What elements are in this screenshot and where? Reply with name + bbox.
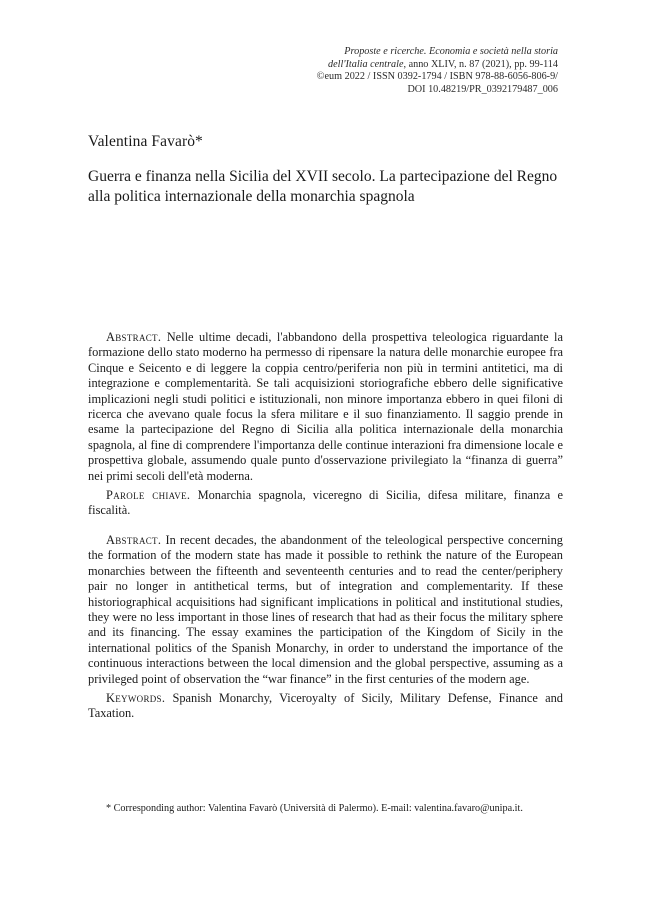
keywords-text: Spanish Monarchy, Viceroyalty of Sicily, Military Defense, Finance and Taxation. bbox=[88, 691, 563, 721]
abstract-text: In recent decades, the abandonment of the teleological perspective concerning the formation of the modern state has made it possible to rethink the nature of the European monarchies between the fifteenth and seventeenth centuries and to read the center/periphery pair no longer in antithetical terms, but of integration and complementarity. If these historiographical acquisitions had significant implications in political and institutional studies, they were no less important in those lines of research that had as their focus the military sphere and its financing. The essay examines the participation of the Kingdom of Sicily in the international politics of the Spanish Monarchy, in order to understand the importance of the continuous interactions between the local dimension and the global perspective, assuming as a privileged point of observation the “war finance” in the first centuries of the modern age. bbox=[88, 533, 563, 686]
journal-header bbox=[258, 46, 558, 96]
author-name: Valentina Favarò* bbox=[88, 133, 203, 150]
abstract-english-paragraph bbox=[88, 533, 563, 687]
abstract-italian bbox=[88, 330, 563, 519]
journal-region: dell'Italia centrale bbox=[328, 58, 404, 70]
article-title: Guerra e finanza nella Sicilia del XVII secolo. La partecipazione del Regno alla politica internazionale della monarchia spagnola bbox=[88, 168, 558, 205]
copyright-line: ©eum 2022 / ISSN 0392-1794 / ISBN 978-88-6056-806-9/ bbox=[316, 71, 558, 82]
keywords-italian-paragraph bbox=[88, 488, 563, 519]
journal-issue: , anno XLIV, n. 87 (2021), pp. 99-114 bbox=[403, 58, 558, 70]
doi-line: DOI 10.48219/PR_0392179487_006 bbox=[407, 83, 558, 95]
keywords-english-paragraph bbox=[88, 691, 563, 722]
journal-name-line: Proposte e ricerche. Economia e società nella storia bbox=[344, 46, 558, 57]
keywords-text: Monarchia spagnola, viceregno di Sicilia, difesa militare, finanza e fiscalità. bbox=[88, 488, 563, 518]
abstract-label: Abstract. bbox=[106, 330, 162, 344]
journal-issue-line bbox=[258, 59, 558, 72]
keywords-label: Parole chiave. bbox=[106, 488, 191, 503]
abstract-italian-paragraph bbox=[88, 330, 563, 484]
abstract-english bbox=[88, 533, 563, 722]
keywords-label: Keywords. bbox=[106, 691, 166, 706]
footnote-text: * Corresponding author: Valentina Favarò (Università di Palermo). E-mail: valentina.favaro@unipa.it. bbox=[106, 803, 523, 814]
abstract-label: Abstract. bbox=[106, 533, 162, 547]
abstract-text: Nelle ultime decadi, l'abbandono della prospettiva teleologica riguardante la formazione dello stato moderno ha permesso di ripensare la natura delle monarchie europee fra Cinque e Seicento e di leggere la coppia centro/periferia non più in termini antitetici, ma di integrazione e complementarità. Se tali acquisizioni storiografiche ebbero delle significative implicazioni negli studi politici e istituzionali, non minore importanza ebbero in quei filoni di ricerca che avevano quale focus la sfera militare e il suo finanziamento. Il saggio prende in esame la partecipazione del Regno di Sicilia alla politica internazionale della monarchia spagnola, al fine di comprendere l'importanza delle continue interazioni fra dimensione locale e prospettiva globale, assumendo quale punto d'osservazione privilegiato la “finanza di guerra” nei primi secoli dell'età moderna. bbox=[88, 330, 563, 483]
footnote bbox=[88, 802, 563, 815]
